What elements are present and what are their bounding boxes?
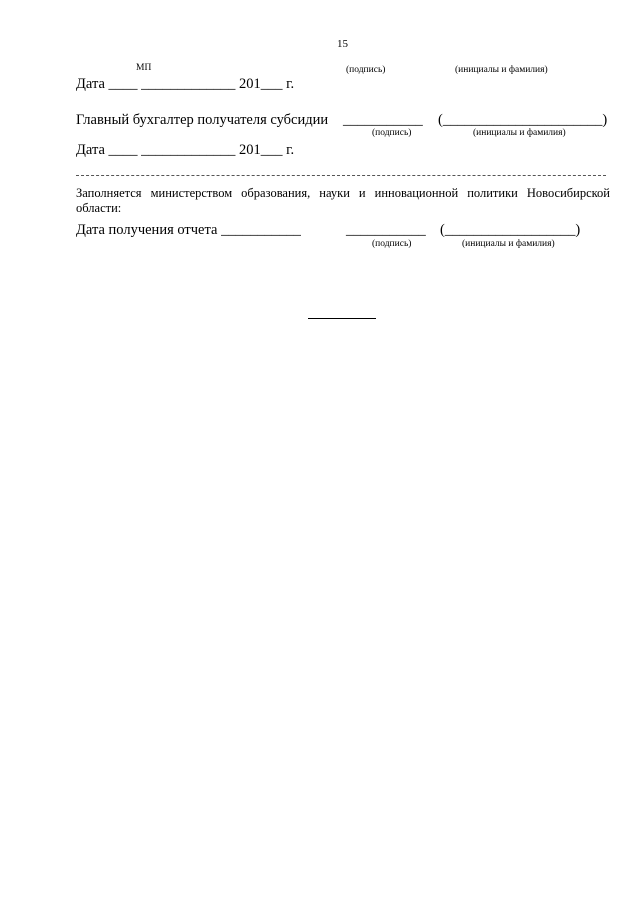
receipt-initials-caption: (инициалы и фамилия) <box>462 239 555 249</box>
report-receipt-date-label: Дата получения отчета ___________ <box>76 222 301 238</box>
receipt-initials-blank: (__________________) <box>440 222 581 238</box>
cut-line <box>76 175 606 176</box>
signature-caption: (подпись) <box>346 65 386 75</box>
chief-accountant-label: Главный бухгалтер получателя субсидии <box>76 112 329 128</box>
chief-accountant-signature-blank: ___________ <box>343 112 423 128</box>
chief-accountant-initials-caption: (инициалы и фамилия) <box>473 128 566 138</box>
receipt-signature-caption: (подпись) <box>372 239 412 249</box>
stamp-place-label: МП <box>136 63 152 73</box>
initials-caption: (инициалы и фамилия) <box>455 65 548 75</box>
chief-accountant-initials-blank: (______________________) <box>438 112 608 128</box>
ministry-note: Заполняется министерством образования, науки и инновационной политики Новосибирской области: <box>76 186 610 215</box>
page-number: 15 <box>337 38 348 50</box>
date-line: Дата ____ _____________ 201___ г. <box>76 142 295 158</box>
receipt-signature-blank: ___________ <box>346 222 426 238</box>
date-line: Дата ____ _____________ 201___ г. <box>76 76 295 92</box>
chief-accountant-signature-caption: (подпись) <box>372 128 412 138</box>
end-of-document-rule <box>308 318 376 319</box>
